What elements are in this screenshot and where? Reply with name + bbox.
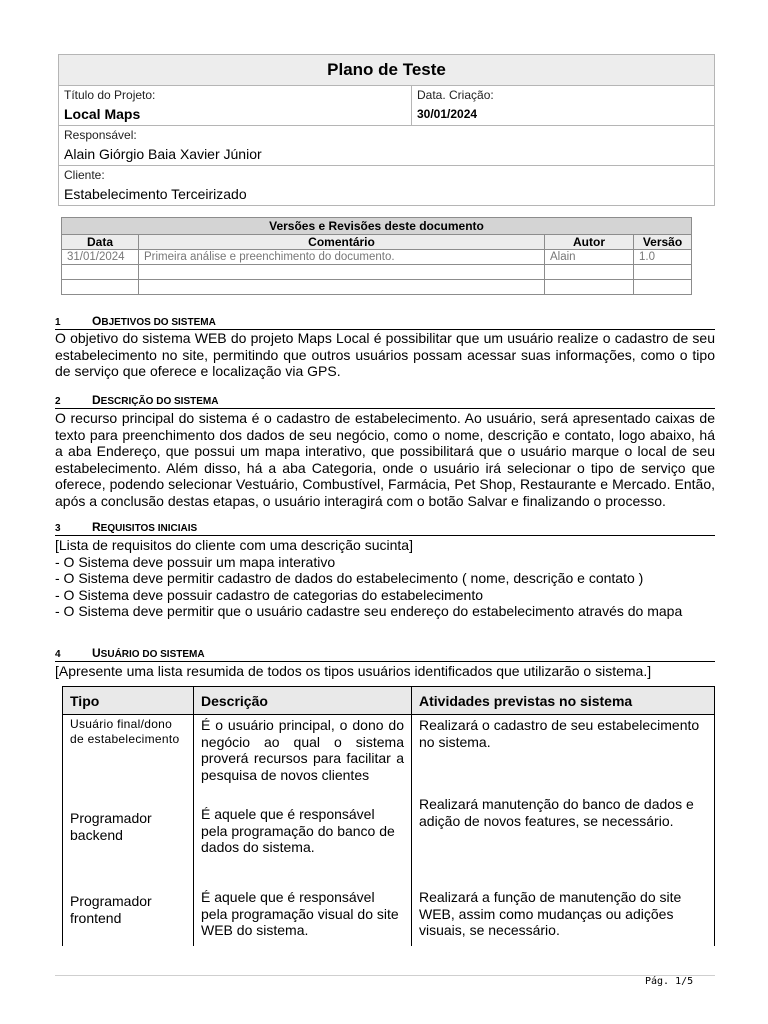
section-number: 2	[55, 396, 61, 407]
users-col-tipo: Tipo	[63, 687, 194, 715]
user-description: É aquele que é responsável pela programação visual do site WEB do sistema.	[194, 878, 412, 946]
users-header-row	[63, 687, 715, 715]
document-title: Plano de Teste	[59, 55, 715, 86]
users-row	[63, 715, 715, 796]
responsible-label: Responsável:	[64, 128, 137, 142]
user-description: É aquele que é responsável pela programação do banco de dados do sistema.	[194, 795, 412, 878]
versions-cell	[545, 280, 634, 295]
responsible-value: Alain Giórgio Baia Xavier Júnior	[64, 146, 262, 162]
versions-caption: Versões e Revisões deste documento	[62, 218, 692, 235]
versions-cell	[634, 265, 692, 280]
section-number: 4	[55, 649, 61, 660]
users-col-descricao: Descrição	[194, 687, 412, 715]
page-number: Pág. 1/5	[645, 976, 694, 987]
versions-row	[62, 280, 692, 295]
versions-header-row	[62, 235, 692, 250]
client-value: Estabelecimento Terceirizado	[64, 186, 247, 202]
requirement-item: - O Sistema deve possuir cadastro de categorias do estabelecimento	[55, 586, 484, 603]
requirement-item: - O Sistema deve possuir um mapa interativo	[55, 553, 336, 570]
section-3-body	[55, 537, 715, 620]
responsible-cell	[59, 126, 715, 166]
versions-cell	[139, 265, 545, 280]
project-header-table	[58, 54, 715, 206]
section-2-heading: 2 DESCRIÇÃO DO SISTEMA	[55, 394, 715, 409]
user-description: É o usuário principal, o dono do negócio ao qual o sistema proverá recursos para facilitar a pesquisa de novos clientes	[194, 715, 412, 796]
versions-cell: 31/01/2024	[62, 250, 139, 265]
footer-divider	[55, 975, 715, 976]
versions-col-comment: Comentário	[139, 235, 545, 250]
versions-cell	[545, 265, 634, 280]
versions-cell	[139, 280, 545, 295]
section-1-heading: 1 OBJETIVOS DO SISTEMA	[55, 315, 715, 330]
section-number: 3	[55, 523, 61, 534]
project-title-label: Título do Projeto:	[64, 88, 156, 102]
versions-row	[62, 265, 692, 280]
user-activities: Realizará manutenção do banco de dados e adição de novos features, se necessário.	[412, 795, 715, 878]
requirement-item: - O Sistema deve permitir cadastro de dados do estabelecimento ( nome, descrição e contato )	[55, 570, 644, 586]
section-4-heading: 4 USUÁRIO DO SISTEMA	[55, 647, 715, 662]
versions-cell: Alain	[545, 250, 634, 265]
versions-cell: Primeira análise e preenchimento do documento.	[139, 250, 545, 265]
versions-cell: 1.0	[634, 250, 692, 265]
creation-date-cell	[412, 86, 715, 126]
versions-table	[61, 217, 692, 295]
versions-cell	[62, 265, 139, 280]
versions-col-version: Versão	[634, 235, 692, 250]
section-number: 1	[55, 317, 61, 328]
section-4-body: [Apresente uma lista resumida de todos os tipos usuários identificados que utilizarão o sistema.]	[55, 663, 652, 679]
section-3-heading: 3 REQUISITOS INICIAIS	[55, 521, 715, 536]
creation-date-value: 30/01/2024	[417, 107, 478, 121]
versions-col-author: Autor	[545, 235, 634, 250]
section-2-body: O recurso principal do sistema é o cadastro de estabelecimento. Ao usuário, será apresentado caixas de texto para preenchimento dos dados de seu negócio, como o nome, descrição e contato, logo abaixo, há a aba Endereço, que possui um mapa interativo, que possibilitará que o usuário marque o local de seu estabelecimento. Além disso, há a aba Categoria, onde o usuário irá selecionar o tipo de serviço que oferece, podendo selecionar Vestuário, Combustível, Farmácia, Pet Shop, Restaurante e Mercado. Então, após a conclusão destas etapas, o usuário interagirá com o botão Salvar e finalizando o processo.	[55, 410, 715, 509]
users-row	[63, 878, 715, 946]
client-label: Cliente:	[64, 168, 105, 182]
project-title-value: Local Maps	[64, 106, 141, 122]
client-cell	[59, 166, 715, 206]
requirement-item: - O Sistema deve permitir que o usuário cadastre seu endereço do estabelecimento através do mapa	[55, 603, 683, 619]
user-type: Programador backend	[63, 795, 194, 878]
user-activities: Realizará o cadastro de seu estabelecimento no sistema.	[412, 715, 715, 796]
creation-date-label: Data. Criação:	[417, 88, 494, 102]
user-type: Usuário final/dono de estabelecimento	[63, 715, 194, 796]
versions-col-data: Data	[62, 235, 139, 250]
versions-cell	[62, 280, 139, 295]
section-1-body: O objetivo do sistema WEB do projeto Maps Local é possibilitar que um usuário realize o cadastro de seu estabelecimento no site, permitindo que outros usuários possam acessar suas informações, como o tipo de serviço que oferece e localização via GPS.	[55, 330, 715, 379]
user-type: Programador frontend	[63, 878, 194, 946]
requirements-intro: [Lista de requisitos do cliente com uma descrição sucinta]	[55, 537, 413, 553]
versions-cell	[634, 280, 692, 295]
versions-row	[62, 250, 692, 265]
users-col-atividades: Atividades previstas no sistema	[412, 687, 715, 715]
users-row	[63, 795, 715, 878]
user-activities: Realizará a função de manutenção do site WEB, assim como mudanças ou adições visuais, se necessário.	[412, 878, 715, 946]
users-table	[62, 686, 715, 946]
project-title-cell	[59, 86, 412, 126]
